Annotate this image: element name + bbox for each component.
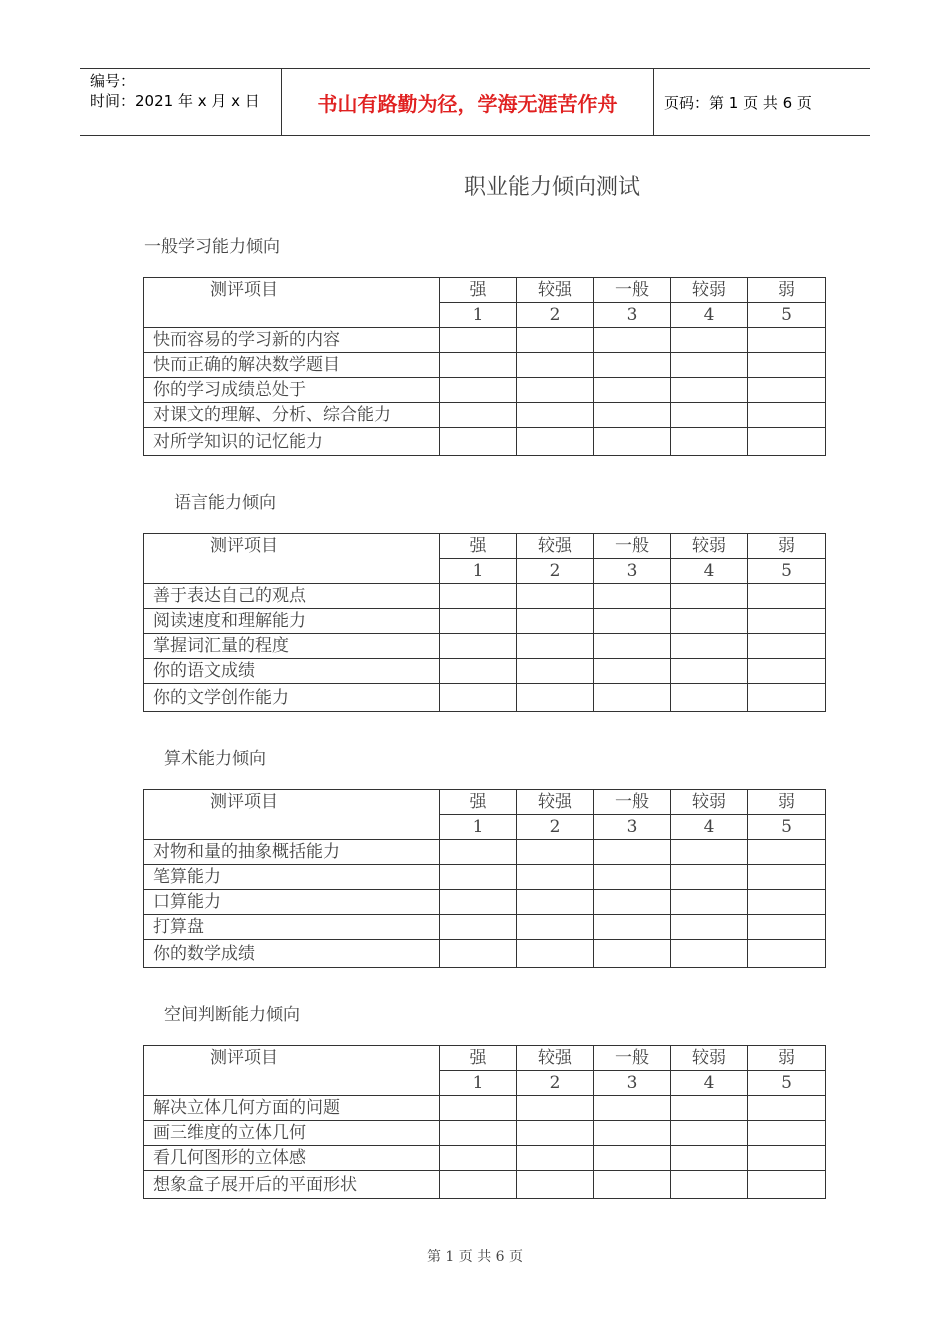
rating-cell[interactable] (517, 609, 594, 634)
item-label: 解决立体几何方面的问题 (144, 1096, 440, 1121)
rating-cell[interactable] (517, 353, 594, 378)
rating-cell[interactable] (671, 1096, 748, 1121)
rating-cell[interactable] (594, 428, 671, 456)
level-strong: 强 (440, 790, 517, 815)
level-fairly-strong: 较强 (517, 278, 594, 303)
item-label: 阅读速度和理解能力 (144, 609, 440, 634)
score-2: 2 (517, 815, 594, 840)
level-weak: 弱 (748, 278, 826, 303)
level-weak: 弱 (748, 1046, 826, 1071)
page-header (80, 68, 870, 136)
rating-cell[interactable] (517, 915, 594, 940)
level-fairly-strong: 较强 (517, 534, 594, 559)
level-average: 一般 (594, 1046, 671, 1071)
rating-cell[interactable] (440, 584, 517, 609)
table-row (144, 328, 826, 353)
table-row (144, 684, 826, 712)
table-row (144, 1146, 826, 1171)
score-2: 2 (517, 1071, 594, 1096)
level-fairly-weak: 较弱 (671, 534, 748, 559)
rating-cell[interactable] (594, 634, 671, 659)
header-meta (80, 69, 282, 135)
table-general-learning (143, 277, 826, 456)
rating-cell[interactable] (748, 609, 826, 634)
rating-cell[interactable] (594, 1096, 671, 1121)
rating-cell[interactable] (440, 659, 517, 684)
level-fairly-weak: 较弱 (671, 278, 748, 303)
table-row (144, 840, 826, 865)
level-weak: 弱 (748, 790, 826, 815)
rating-cell[interactable] (748, 378, 826, 403)
rating-cell[interactable] (594, 584, 671, 609)
score-3: 3 (594, 559, 671, 584)
rating-cell[interactable] (671, 890, 748, 915)
rating-cell[interactable] (594, 1171, 671, 1199)
score-3: 3 (594, 303, 671, 328)
rating-cell[interactable] (594, 940, 671, 968)
score-3: 3 (594, 1071, 671, 1096)
rating-cell[interactable] (440, 328, 517, 353)
header-page-info: 页码：第 1 页 共 6 页 (664, 93, 812, 112)
table-row (144, 378, 826, 403)
rating-cell[interactable] (594, 1121, 671, 1146)
rating-cell[interactable] (517, 865, 594, 890)
rating-cell[interactable] (440, 684, 517, 712)
table-spatial (143, 1045, 826, 1199)
rating-cell[interactable] (440, 1146, 517, 1171)
rating-cell[interactable] (517, 328, 594, 353)
rating-cell[interactable] (440, 890, 517, 915)
item-label: 快而正确的解决数学题目 (144, 353, 440, 378)
table-row (144, 1121, 826, 1146)
header-item-label: 测评项目 (144, 534, 440, 584)
score-2: 2 (517, 559, 594, 584)
rating-cell[interactable] (517, 428, 594, 456)
item-label: 想象盒子展开后的平面形状 (144, 1171, 440, 1199)
rating-cell[interactable] (440, 609, 517, 634)
score-1: 1 (440, 815, 517, 840)
level-fairly-strong: 较强 (517, 1046, 594, 1071)
rating-cell[interactable] (517, 659, 594, 684)
item-label: 掌握词汇量的程度 (144, 634, 440, 659)
table-row (144, 353, 826, 378)
rating-cell[interactable] (440, 634, 517, 659)
rating-cell[interactable] (748, 684, 826, 712)
rating-cell[interactable] (440, 1096, 517, 1121)
rating-cell[interactable] (440, 1171, 517, 1199)
rating-cell[interactable] (440, 428, 517, 456)
header-item-label: 测评项目 (144, 790, 440, 840)
rating-cell[interactable] (671, 428, 748, 456)
rating-cell[interactable] (748, 403, 826, 428)
score-5: 5 (748, 559, 826, 584)
rating-cell[interactable] (748, 915, 826, 940)
rating-cell[interactable] (671, 1121, 748, 1146)
rating-cell[interactable] (517, 378, 594, 403)
rating-cell[interactable] (748, 428, 826, 456)
rating-cell[interactable] (517, 1121, 594, 1146)
number-label: 编号： (90, 72, 136, 90)
page-footer: 第 1 页 共 6 页 (426, 1249, 524, 1265)
rating-cell[interactable] (748, 584, 826, 609)
level-strong: 强 (440, 1046, 517, 1071)
table-row (144, 584, 826, 609)
header-item-label: 测评项目 (144, 278, 440, 328)
item-label: 快而容易的学习新的内容 (144, 328, 440, 353)
rating-cell[interactable] (671, 865, 748, 890)
rating-cell[interactable] (517, 684, 594, 712)
level-weak: 弱 (748, 534, 826, 559)
rating-cell[interactable] (594, 840, 671, 865)
score-2: 2 (517, 303, 594, 328)
rating-cell[interactable] (517, 840, 594, 865)
table-row (144, 1096, 826, 1121)
section-title-arithmetic: 算术能力倾向 (164, 749, 266, 769)
item-label: 口算能力 (144, 890, 440, 915)
header-motto: 书山有路勤为径，学海无涯苦作舟 (282, 69, 654, 135)
rating-cell[interactable] (671, 1171, 748, 1199)
level-average: 一般 (594, 790, 671, 815)
rating-cell[interactable] (671, 403, 748, 428)
rating-cell[interactable] (440, 353, 517, 378)
item-label: 善于表达自己的观点 (144, 584, 440, 609)
rating-cell[interactable] (671, 328, 748, 353)
rating-cell[interactable] (748, 328, 826, 353)
rating-cell[interactable] (517, 1171, 594, 1199)
score-4: 4 (671, 559, 748, 584)
rating-cell[interactable] (748, 1121, 826, 1146)
rating-cell[interactable] (594, 915, 671, 940)
table-row (144, 1171, 826, 1199)
rating-cell[interactable] (671, 840, 748, 865)
rating-cell[interactable] (517, 634, 594, 659)
rating-cell[interactable] (594, 684, 671, 712)
rating-cell[interactable] (748, 1171, 826, 1199)
rating-cell[interactable] (517, 940, 594, 968)
level-strong: 强 (440, 278, 517, 303)
level-fairly-strong: 较强 (517, 790, 594, 815)
score-5: 5 (748, 815, 826, 840)
rating-cell[interactable] (748, 659, 826, 684)
rating-cell[interactable] (748, 353, 826, 378)
table-row (144, 634, 826, 659)
rating-cell[interactable] (440, 840, 517, 865)
item-label: 对所学知识的记忆能力 (144, 428, 440, 456)
page-title: 职业能力倾向测试 (464, 175, 641, 200)
item-label: 你的学习成绩总处于 (144, 378, 440, 403)
rating-cell[interactable] (748, 1146, 826, 1171)
rating-cell[interactable] (440, 378, 517, 403)
rating-cell[interactable] (440, 915, 517, 940)
section-title-general-learning: 一般学习能力倾向 (144, 237, 280, 257)
item-label: 画三维度的立体几何 (144, 1121, 440, 1146)
rating-cell[interactable] (594, 403, 671, 428)
rating-cell[interactable] (440, 865, 517, 890)
score-5: 5 (748, 303, 826, 328)
rating-cell[interactable] (671, 940, 748, 968)
rating-cell[interactable] (594, 659, 671, 684)
item-label: 对课文的理解、分析、综合能力 (144, 403, 440, 428)
score-1: 1 (440, 303, 517, 328)
item-label: 笔算能力 (144, 865, 440, 890)
level-average: 一般 (594, 534, 671, 559)
item-label: 你的数学成绩 (144, 940, 440, 968)
rating-cell[interactable] (671, 609, 748, 634)
item-label: 对物和量的抽象概括能力 (144, 840, 440, 865)
item-label: 看几何图形的立体感 (144, 1146, 440, 1171)
rating-cell[interactable] (671, 353, 748, 378)
time-label: 时间：2021 年 x 月 x 日 (90, 92, 260, 110)
rating-cell[interactable] (594, 865, 671, 890)
rating-cell[interactable] (748, 1096, 826, 1121)
table-language (143, 533, 826, 712)
table-row (144, 865, 826, 890)
rating-cell[interactable] (517, 890, 594, 915)
rating-cell[interactable] (517, 1146, 594, 1171)
rating-cell[interactable] (671, 584, 748, 609)
rating-cell[interactable] (748, 890, 826, 915)
table-row (144, 609, 826, 634)
rating-cell[interactable] (671, 634, 748, 659)
score-3: 3 (594, 815, 671, 840)
rating-cell[interactable] (594, 890, 671, 915)
table-arithmetic (143, 789, 826, 968)
rating-cell[interactable] (748, 840, 826, 865)
rating-cell[interactable] (440, 403, 517, 428)
rating-cell[interactable] (440, 1121, 517, 1146)
item-label: 打算盘 (144, 915, 440, 940)
rating-cell[interactable] (517, 403, 594, 428)
score-1: 1 (440, 1071, 517, 1096)
rating-cell[interactable] (594, 353, 671, 378)
level-average: 一般 (594, 278, 671, 303)
table-row (144, 915, 826, 940)
rating-cell[interactable] (440, 940, 517, 968)
rating-cell[interactable] (748, 865, 826, 890)
table-row (144, 940, 826, 968)
rating-cell[interactable] (594, 328, 671, 353)
level-strong: 强 (440, 534, 517, 559)
section-title-spatial: 空间判断能力倾向 (164, 1005, 300, 1025)
rating-cell[interactable] (517, 584, 594, 609)
table-row (144, 403, 826, 428)
rating-cell[interactable] (671, 1146, 748, 1171)
rating-cell[interactable] (594, 378, 671, 403)
table-row (144, 659, 826, 684)
rating-cell[interactable] (748, 940, 826, 968)
rating-cell[interactable] (748, 634, 826, 659)
rating-cell[interactable] (594, 1146, 671, 1171)
score-5: 5 (748, 1071, 826, 1096)
section-title-language: 语言能力倾向 (174, 493, 276, 513)
score-4: 4 (671, 303, 748, 328)
rating-cell[interactable] (671, 684, 748, 712)
rating-cell[interactable] (671, 659, 748, 684)
level-fairly-weak: 较弱 (671, 790, 748, 815)
score-4: 4 (671, 815, 748, 840)
score-1: 1 (440, 559, 517, 584)
rating-cell[interactable] (594, 609, 671, 634)
item-label: 你的语文成绩 (144, 659, 440, 684)
table-row (144, 890, 826, 915)
rating-cell[interactable] (517, 1096, 594, 1121)
table-row (144, 428, 826, 456)
score-4: 4 (671, 1071, 748, 1096)
level-fairly-weak: 较弱 (671, 1046, 748, 1071)
rating-cell[interactable] (671, 378, 748, 403)
header-item-label: 测评项目 (144, 1046, 440, 1096)
item-label: 你的文学创作能力 (144, 684, 440, 712)
rating-cell[interactable] (671, 915, 748, 940)
